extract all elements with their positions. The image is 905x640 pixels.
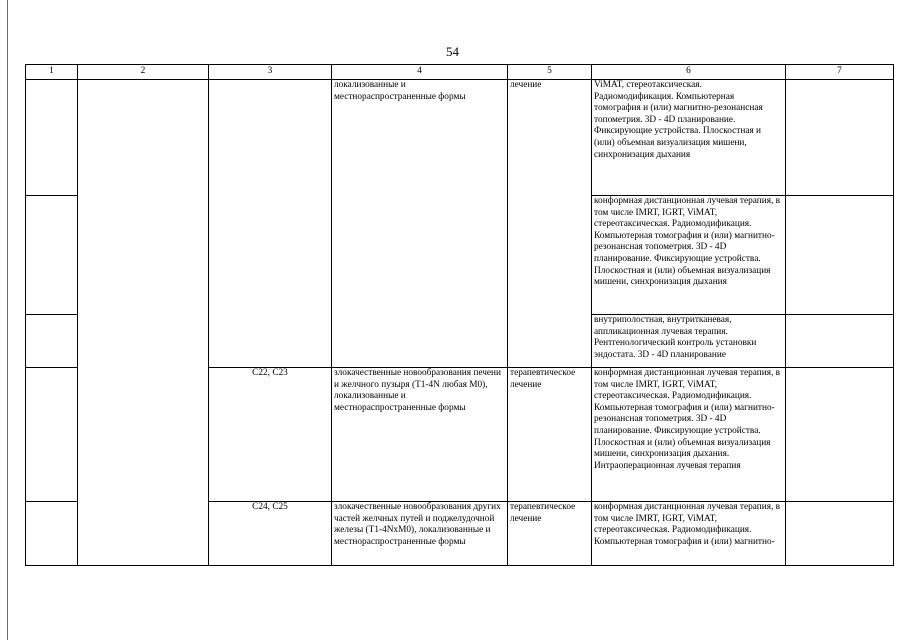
table-cell-col7	[786, 368, 894, 502]
method-cell: конформная дистанционная лучевая терапия, в том числе IMRT, IGRT, ViMAT, стереотаксическая. Радиомодификация. Компьютерная томография и (или) магнитно-резонансная топометрия. 3D - 4D планирование. Фиксирующие устройства. Плоскостная и (или) объемная визуализация мишени, синхронизация дыхания	[592, 196, 786, 315]
table-cell-col1	[26, 80, 78, 196]
method-cell: конформная дистанционная лучевая терапия, в том числе IMRT, IGRT, ViMAT, стереотаксическая. Радиомодификация. Компьютерная томография и (или) магнитно-резонансная топометрия. 3D - 4D планирование. Фиксирующие устройства. Плоскостная и (или) объемная визуализация мишени, синхронизация дыхания. Интраоперационная лучевая терапия	[592, 368, 786, 502]
treatment-type-cell: терапевтическое лечение	[508, 502, 592, 566]
column-number: 2	[78, 65, 209, 80]
icd-codes-cell: C24, C25	[209, 502, 332, 566]
column-number: 4	[332, 65, 508, 80]
column-number-row	[26, 65, 894, 80]
disease-cell: злокачественные новообразования других частей желчных путей и поджелудочной железы (T1-4NxM0), локализованные и местнораспространенные формы	[332, 502, 508, 566]
icd-codes-cell	[209, 80, 332, 368]
disease-cell: злокачественные новообразования печени и желчного пузыря (T1-4N любая M0), локализованные и местнораспространенные формы	[332, 368, 508, 502]
treatment-type-cell: лечение	[508, 80, 592, 368]
method-cell: конформная дистанционная лучевая терапия, в том числе IMRT, IGRT, ViMAT, стереотаксическая. Радиомодификация. Компьютерная томография и (или) магнитно-	[592, 502, 786, 566]
column-number: 3	[209, 65, 332, 80]
table-cell-col1	[26, 196, 78, 315]
table-cell-col1	[26, 368, 78, 502]
page-number: 54	[446, 44, 459, 59]
page-edge-line	[7, 0, 8, 640]
column-number: 1	[26, 65, 78, 80]
table-cell-col7	[786, 80, 894, 196]
table-cell-col7	[786, 196, 894, 315]
table-cell-col1	[26, 315, 78, 368]
method-cell: ViMAT, стереотаксическая. Радиомодификация. Компьютерная томография и (или) магнитно-резонансная топометрия. 3D - 4D планирование. Фиксирующие устройства. Плоскостная и (или) объемная визуализация мишени, синхронизация дыхания	[592, 80, 786, 196]
table-cell-col7	[786, 315, 894, 368]
table-cell-col1	[26, 502, 78, 566]
table-row	[26, 80, 894, 196]
disease-cell: локализованные и местнораспространенные формы	[332, 80, 508, 368]
column-number: 7	[786, 65, 894, 80]
treatment-type-cell: терапевтическое лечение	[508, 368, 592, 502]
table-cell-col7	[786, 502, 894, 566]
column-number: 5	[508, 65, 592, 80]
icd-codes-cell: C22, C23	[209, 368, 332, 502]
treatment-table	[25, 64, 894, 566]
method-cell: внутриполостная, внутритканевая, аппликационная лучевая терапия. Рентгенологический контроль установки эндостата. 3D - 4D планирование	[592, 315, 786, 368]
column-number: 6	[592, 65, 786, 80]
table-cell-col2	[78, 80, 209, 566]
